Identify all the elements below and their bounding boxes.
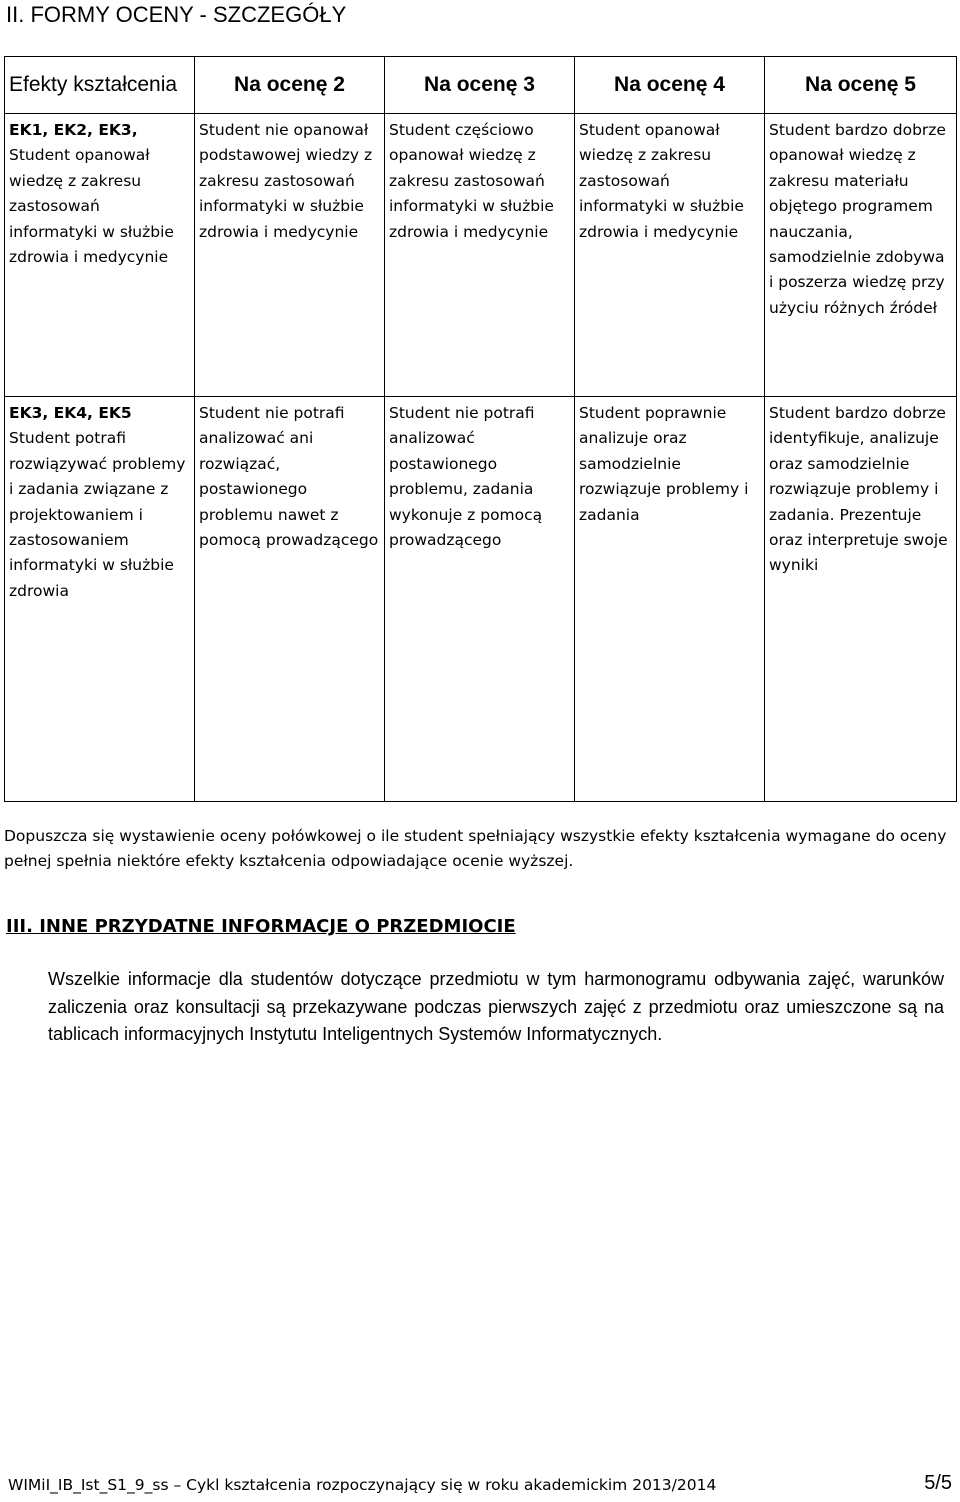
table-header-row	[5, 57, 957, 114]
footer-cycle-text: WIMiI_IB_Ist_S1_9_ss – Cykl kształcenia rozpoczynający się w roku akademickim 2013/2014	[8, 1476, 717, 1494]
table-row	[5, 114, 957, 397]
grade-5-cell: Student bardzo dobrze identyfikuje, analizuje oraz samodzielnie rozwiązuje problemy i zadania. Prezentuje oraz interpretuje swoje wyniki	[765, 397, 957, 802]
table-row	[5, 397, 957, 802]
effect-description: Student opanował wiedzę z zakresu zastosowań informatyki w służbie zdrowia i medycynie	[9, 146, 174, 267]
grade-4-cell: Student opanował wiedzę z zakresu zastosowań informatyki w służbie zdrowia i medycynie	[575, 114, 765, 397]
course-info-paragraph: Wszelkie informacje dla studentów dotyczące przedmiotu w tym harmonogramu odbywania zajęć, warunków zaliczenia oraz konsultacji są przekazywane podczas pierwszych zajęć z przedmiotu oraz umieszczone są na tablicach informacyjnych Instytutu Inteligentnych Systemów Informatycznych.	[48, 969, 944, 1044]
grade-3-cell: Student nie potrafi analizować postawionego problemu, zadania wykonuje z pomocą prowadzącego	[385, 397, 575, 802]
effect-cell	[5, 114, 195, 397]
page-number: 5/5	[924, 1472, 952, 1494]
section-3-title: III. INNE PRZYDATNE INFORMACJE O PRZEDMIOCIE	[6, 916, 516, 937]
header-grade-4: Na ocenę 4	[575, 57, 765, 114]
grade-2-cell: Student nie potrafi analizować ani rozwiązać, postawionego problemu nawet z pomocą prowadzącego	[195, 397, 385, 802]
effect-codes: EK3, EK4, EK5	[9, 404, 132, 422]
half-grade-note: Dopuszcza się wystawienie oceny połówkowej o ile student spełniający wszystkie efekty kształcenia wymagane do oceny pełnej spełnia niektóre efekty kształcenia odpowiadające ocenie wyższej.	[4, 827, 947, 871]
grade-3-cell: Student częściowo opanował wiedzę z zakresu zastosowań informatyki w służbie zdrowia i medycynie	[385, 114, 575, 397]
header-grade-5: Na ocenę 5	[765, 57, 957, 114]
section-title: II. FORMY OCENY - SZCZEGÓŁY	[6, 2, 347, 27]
effect-cell	[5, 397, 195, 802]
grade-2-cell: Student nie opanował podstawowej wiedzy z zakresu zastosowań informatyki w służbie zdrowia i medycynie	[195, 114, 385, 397]
header-effects: Efekty kształcenia	[5, 57, 195, 114]
header-grade-3: Na ocenę 3	[385, 57, 575, 114]
grade-5-cell: Student bardzo dobrze opanował wiedzę z zakresu materiału objętego programem nauczania, samodzielnie zdobywa i poszerza wiedzę przy użyciu różnych źródeł	[765, 114, 957, 397]
effect-description: Student potrafi rozwiązywać problemy i zadania związane z projektowaniem i zastosowaniem informatyki w służbie zdrowia	[9, 429, 186, 600]
grade-4-cell: Student poprawnie analizuje oraz samodzielnie rozwiązuje problemy i zadania	[575, 397, 765, 802]
grades-table	[4, 56, 957, 802]
effect-codes: EK1, EK2, EK3,	[9, 121, 138, 139]
page-footer	[8, 1472, 952, 1495]
header-grade-2: Na ocenę 2	[195, 57, 385, 114]
